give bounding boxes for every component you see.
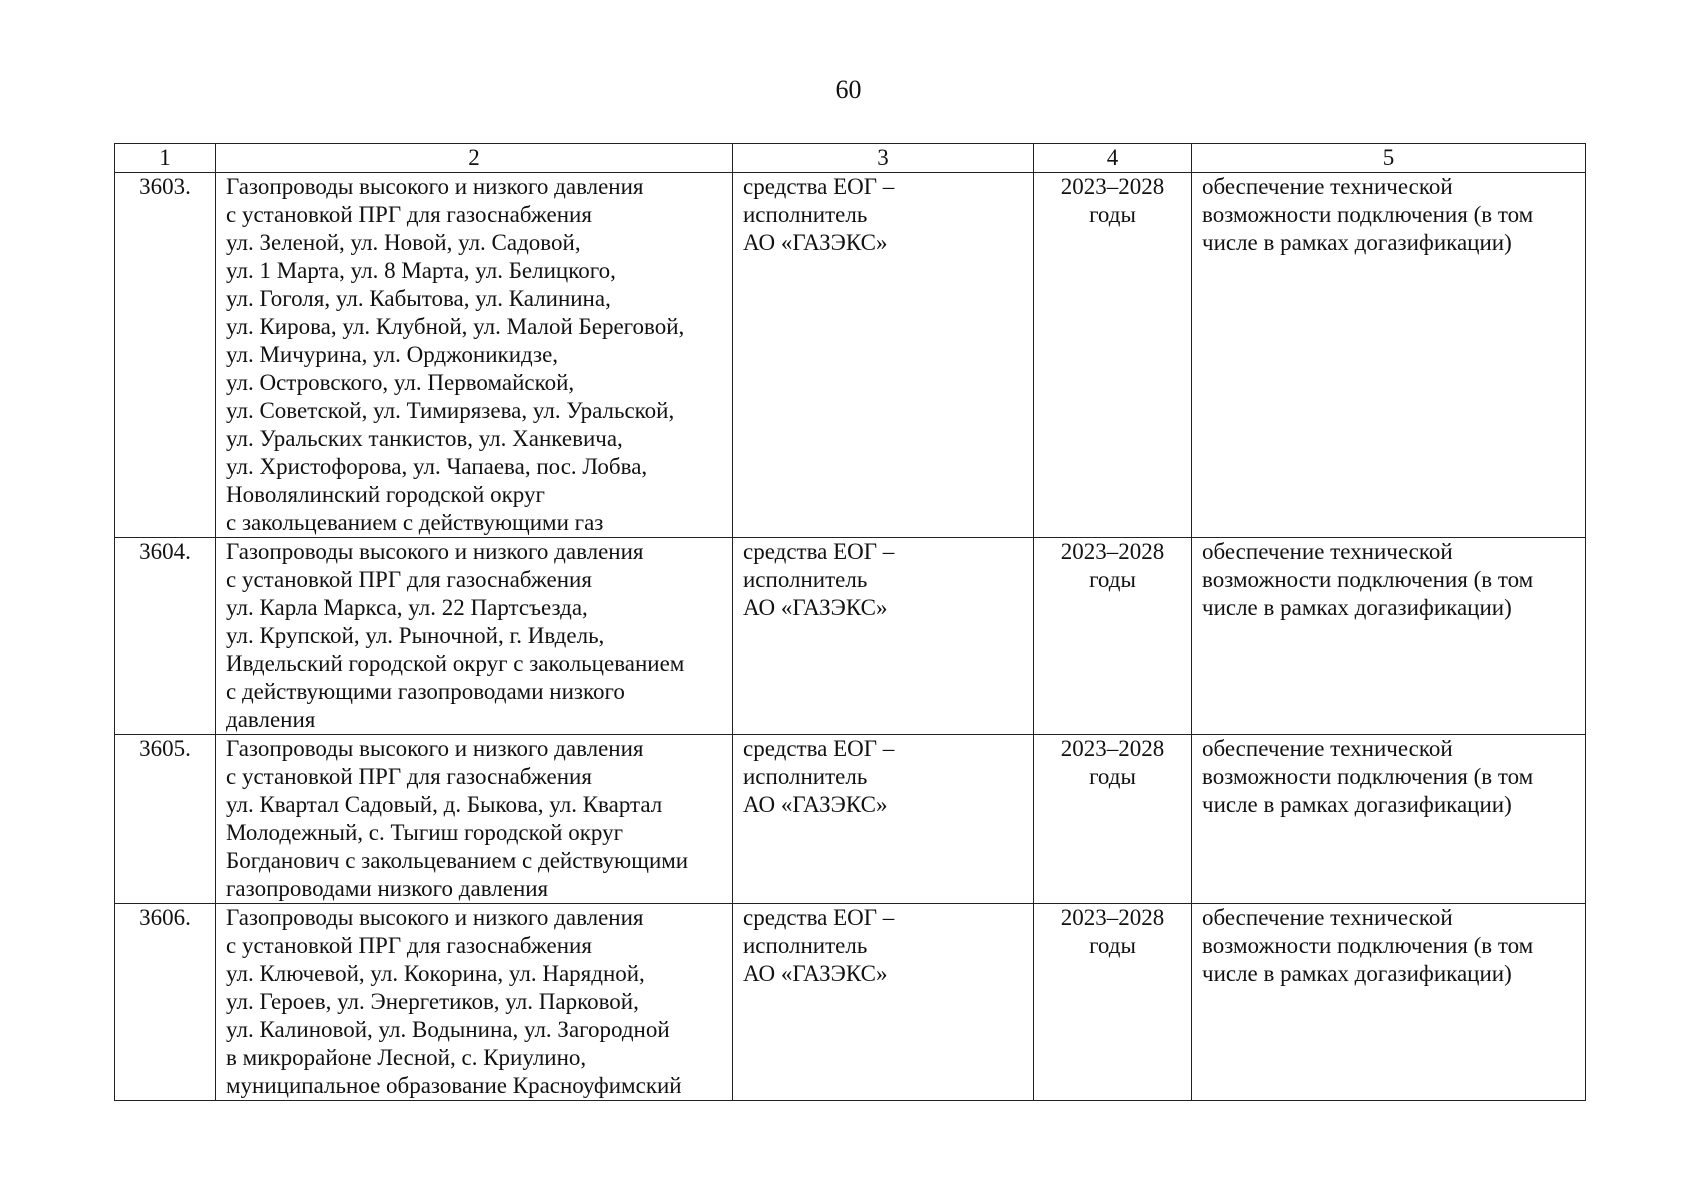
- object-description-line: в микрорайоне Лесной, с. Криулино,: [226, 1045, 587, 1070]
- object-description-line: Газопроводы высокого и низкого давления: [226, 736, 644, 761]
- purpose-line: числе в рамках догазификации): [1202, 595, 1512, 620]
- object-description-line: муниципальное образование Красноуфимский: [226, 1073, 682, 1098]
- purpose-line: обеспечение технической: [1202, 539, 1453, 564]
- object-description-line: Ивдельский городской округ с закольцеванием: [226, 651, 685, 676]
- purpose-line: числе в рамках догазификации): [1202, 792, 1512, 817]
- implementation-period-cell: [1034, 538, 1192, 735]
- object-description-line: давления: [226, 707, 316, 732]
- funding-source-cell: [733, 735, 1034, 904]
- funding-source-cell: [733, 904, 1034, 1101]
- implementation-period-line: 2023–2028: [1060, 174, 1165, 199]
- object-description-line: ул. Квартал Садовый, д. Быкова, ул. Квартал: [226, 792, 663, 817]
- implementation-period-cell: [1034, 173, 1192, 538]
- row-number: 3606.: [115, 904, 216, 1101]
- table-row: [115, 904, 1586, 1101]
- funding-source-line: средства ЕОГ –: [743, 174, 895, 199]
- row-number: 3603.: [115, 173, 216, 538]
- object-description-line: с установкой ПРГ для газоснабжения: [226, 567, 592, 592]
- purpose-line: возможности подключения (в том: [1202, 933, 1534, 958]
- object-description-line: Богданович с закольцеванием с действующими: [226, 848, 689, 873]
- object-description-line: с установкой ПРГ для газоснабжения: [226, 202, 592, 227]
- objects-table: [114, 143, 1586, 1101]
- object-description-line: ул. 1 Марта, ул. 8 Марта, ул. Белицкого,: [226, 258, 616, 283]
- purpose-line: обеспечение технической: [1202, 905, 1453, 930]
- object-description-line: ул. Мичурина, ул. Орджоникидзе,: [226, 342, 559, 367]
- purpose-line: обеспечение технической: [1202, 174, 1453, 199]
- implementation-period-line: 2023–2028: [1060, 736, 1165, 761]
- implementation-period-cell: [1034, 904, 1192, 1101]
- funding-source-line: исполнитель: [743, 764, 868, 789]
- funding-source-line: исполнитель: [743, 567, 868, 592]
- object-description-line: ул. Советской, ул. Тимирязева, ул. Уральской,: [226, 398, 675, 423]
- object-description-line: ул. Героев, ул. Энергетиков, ул. Парковой,: [226, 989, 639, 1014]
- implementation-period-line: 2023–2028: [1060, 539, 1165, 564]
- row-number: 3604.: [115, 538, 216, 735]
- implementation-period-line: годы: [1089, 202, 1136, 227]
- table-row: [115, 735, 1586, 904]
- purpose-line: возможности подключения (в том: [1202, 202, 1534, 227]
- purpose-cell: [1192, 538, 1586, 735]
- purpose-cell: [1192, 735, 1586, 904]
- object-description-line: Газопроводы высокого и низкого давления: [226, 539, 644, 564]
- object-description-line: ул. Гоголя, ул. Кабытова, ул. Калинина,: [226, 286, 611, 311]
- header-col-4: 4: [1034, 144, 1192, 173]
- purpose-cell: [1192, 173, 1586, 538]
- funding-source-line: АО «ГАЗЭКС»: [743, 961, 888, 986]
- funding-source-line: исполнитель: [743, 933, 868, 958]
- implementation-period-line: 2023–2028: [1060, 905, 1165, 930]
- funding-source-cell: [733, 538, 1034, 735]
- row-number: 3605.: [115, 735, 216, 904]
- header-col-5: 5: [1192, 144, 1586, 173]
- object-description-line: с установкой ПРГ для газоснабжения: [226, 933, 592, 958]
- funding-source-line: средства ЕОГ –: [743, 736, 895, 761]
- header-col-2: 2: [216, 144, 733, 173]
- implementation-period-line: годы: [1089, 567, 1136, 592]
- header-col-1: 1: [115, 144, 216, 173]
- object-description-line: ул. Ключевой, ул. Кокорина, ул. Нарядной,: [226, 961, 645, 986]
- object-description-line: Газопроводы высокого и низкого давления: [226, 174, 644, 199]
- object-description-line: с действующими газопроводами низкого: [226, 679, 625, 704]
- object-description-line: ул. Уральских танкистов, ул. Ханкевича,: [226, 426, 623, 451]
- funding-source-line: АО «ГАЗЭКС»: [743, 595, 888, 620]
- object-description-cell: [216, 904, 733, 1101]
- funding-source-line: АО «ГАЗЭКС»: [743, 792, 888, 817]
- page-number: 60: [835, 75, 862, 104]
- object-description-line: с установкой ПРГ для газоснабжения: [226, 764, 592, 789]
- object-description-line: газопроводами низкого давления: [226, 876, 549, 901]
- table-row: [115, 538, 1586, 735]
- object-description-line: ул. Островского, ул. Первомайской,: [226, 370, 575, 395]
- object-description-cell: [216, 735, 733, 904]
- object-description-line: ул. Крупской, ул. Рыночной, г. Ивдель,: [226, 623, 605, 648]
- purpose-line: возможности подключения (в том: [1202, 764, 1534, 789]
- object-description-line: ул. Зеленой, ул. Новой, ул. Садовой,: [226, 230, 581, 255]
- funding-source-line: средства ЕОГ –: [743, 539, 895, 564]
- object-description-line: ул. Карла Маркса, ул. 22 Партсъезда,: [226, 595, 588, 620]
- object-description-line: с закольцеванием с действующими газ: [226, 510, 604, 535]
- object-description-cell: [216, 173, 733, 538]
- implementation-period-line: годы: [1089, 764, 1136, 789]
- funding-source-line: АО «ГАЗЭКС»: [743, 230, 888, 255]
- purpose-line: обеспечение технической: [1202, 736, 1453, 761]
- table-header-row: [115, 144, 1586, 173]
- funding-source-line: исполнитель: [743, 202, 868, 227]
- object-description-line: ул. Христофорова, ул. Чапаева, пос. Лобва,: [226, 454, 648, 479]
- funding-source-cell: [733, 173, 1034, 538]
- object-description-line: Газопроводы высокого и низкого давления: [226, 905, 644, 930]
- purpose-cell: [1192, 904, 1586, 1101]
- purpose-line: числе в рамках догазификации): [1202, 961, 1512, 986]
- purpose-line: числе в рамках догазификации): [1202, 230, 1512, 255]
- object-description-line: Молодежный, с. Тыгиш городской округ: [226, 820, 624, 845]
- object-description-line: ул. Калиновой, ул. Водынина, ул. Загородной: [226, 1017, 670, 1042]
- object-description-cell: [216, 538, 733, 735]
- implementation-period-cell: [1034, 735, 1192, 904]
- object-description-line: Новолялинский городской округ: [226, 482, 545, 507]
- implementation-period-line: годы: [1089, 933, 1136, 958]
- funding-source-line: средства ЕОГ –: [743, 905, 895, 930]
- purpose-line: возможности подключения (в том: [1202, 567, 1534, 592]
- header-col-3: 3: [733, 144, 1034, 173]
- object-description-line: ул. Кирова, ул. Клубной, ул. Малой Береговой,: [226, 314, 685, 339]
- table-row: [115, 173, 1586, 538]
